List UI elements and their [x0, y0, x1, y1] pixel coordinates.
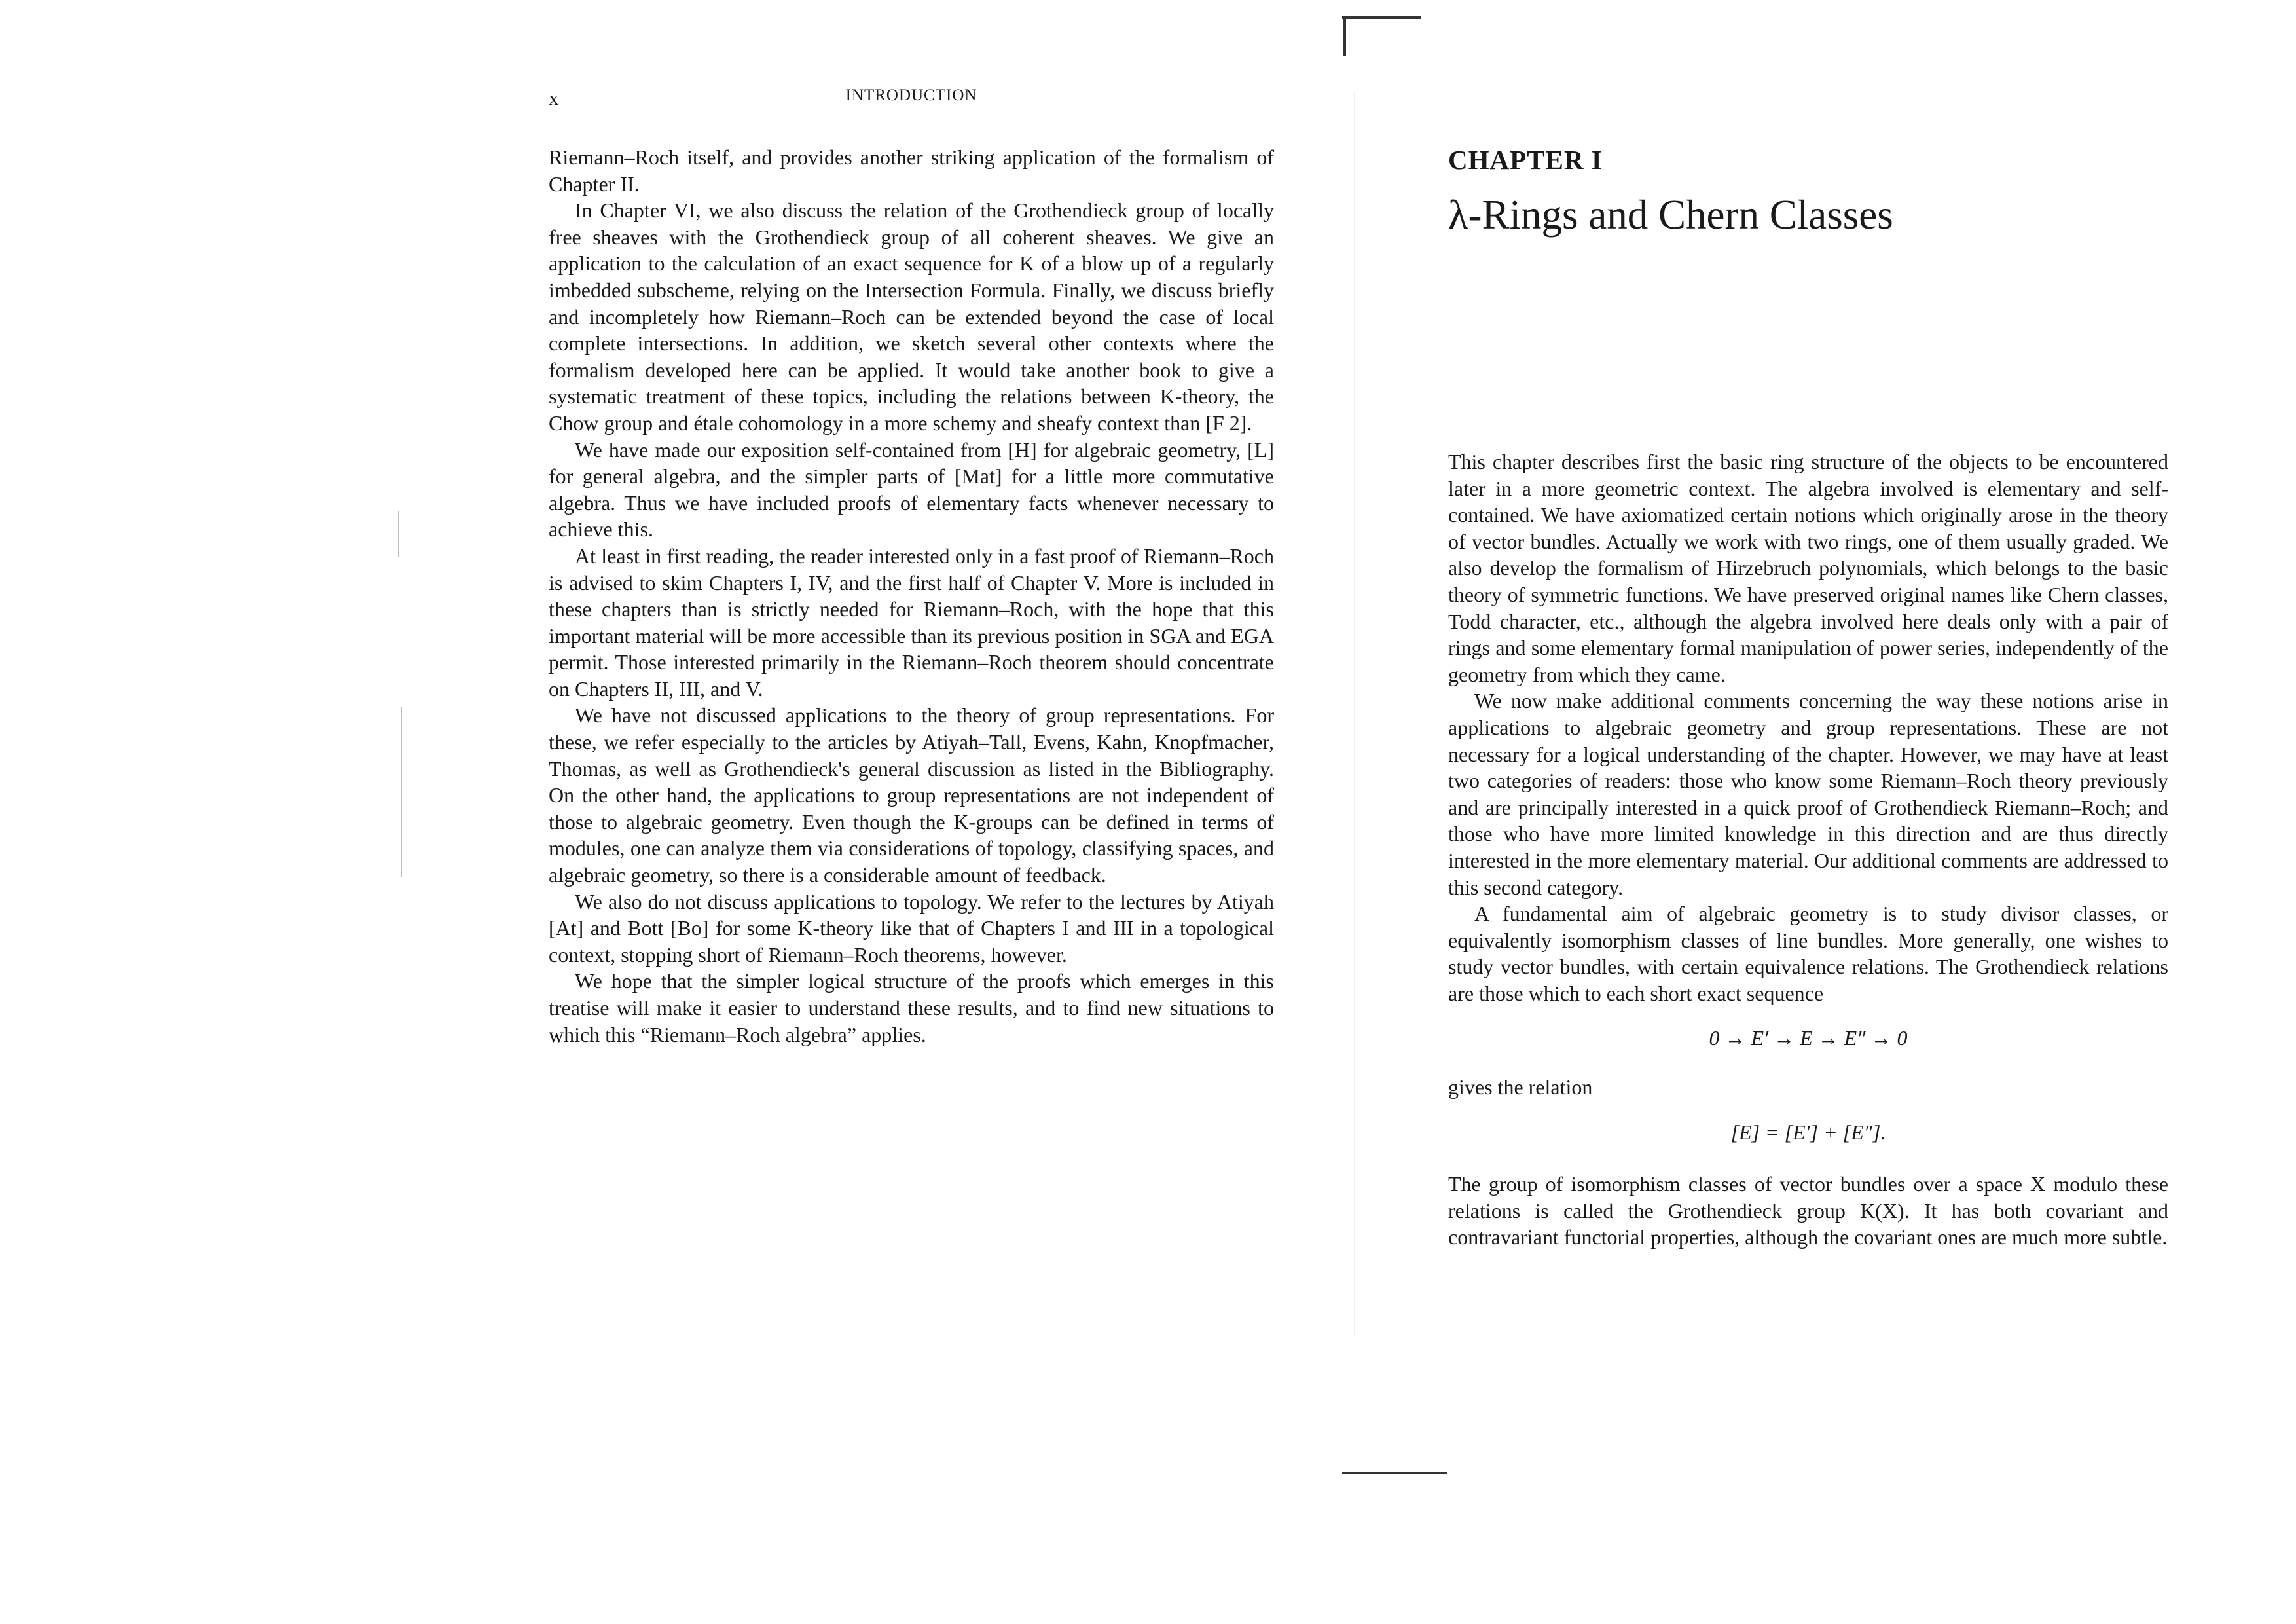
chapter-title: λ-Rings and Chern Classes	[1448, 192, 1893, 238]
paragraph: This chapter describes first the basic ring structure of the objects to be encountered later in a more geometric context. The algebra involved is elementary and self-contained. We have axiomatized certain notions which originally arose in the theory of vector bundles. Actually we work with two rings, one of them usually graded. We also develop the formalism of Hirzebruch polynomials, which belongs to the basic theory of symmetric functions. We have preserved original names like Chern classes, Todd character, etc., although the algebra involved here deals only with a pair of rings and some elementary formal manipulation of power series, independently of the geometry from which they came.	[1448, 450, 2168, 686]
introduction-body	[549, 144, 1274, 1048]
gutter-speck	[1354, 92, 1355, 1336]
paragraph: We also do not discuss applications to topology. We refer to the lectures by Atiyah [At] and Bott [Bo] for some K-theory like that of Chapters I and III in a topological context, stopping short of Riemann–Roch theorems, however.	[549, 889, 1274, 967]
scan-corner-mark	[1342, 16, 1421, 19]
paragraph: We have not discussed applications to the theory of group representations. For these, we refer especially to the articles by Atiyah–Tall, Evens, Kahn, Knopfmacher, Thomas, as well as Grothendieck's general discussion as listed in the Bibliography. On the other hand, the applications to group representations are not independent of those to algebraic geometry. Even though the K-groups can be defined in terms of modules, one can analyze them via considerations of topology, classifying spaces, and algebraic geometry, so there is a considerable amount of feedback.	[549, 703, 1274, 887]
paragraph: We have made our exposition self-contained from [H] for algebraic geometry, [L] for general algebra, and the simpler parts of [Mat] for a little more commutative algebra. Thus we have included proofs of elementary facts whenever necessary to achieve this.	[549, 437, 1274, 542]
scan-corner-mark-vertical	[1343, 16, 1346, 56]
running-head	[549, 79, 1274, 118]
paragraph: In Chapter VI, we also discuss the relation of the Grothendieck group of locally free sheaves with the Grothendieck group of all coherent sheaves. We give an application to the calculation of an exact sequence for K of a blow up of a regularly imbedded subscheme, relying on the Intersection Formula. Finally, we discuss briefly and incompletely how Riemann–Roch can be extended beyond the case of local complete intersections. In addition, we sketch several other contexts where the formalism developed here can be applied. It would take another book to give a systematic treatment of these topics, including the relations between K-theory, the Chow group and étale cohomology in a more schemy and sheafy context than [F 2].	[549, 198, 1274, 435]
paragraph: A fundamental aim of algebraic geometry is to study divisor classes, or equivalently isomorphism classes of line bundles. More generally, one wishes to study vector bundles, with certain equivalence relations. The Grothendieck relations are those which to each short exact sequence	[1448, 902, 2168, 1005]
grothendieck-relation-equation: [E] = [E′] + [E″].	[1730, 1120, 1886, 1145]
paragraph: gives the relation	[1448, 1075, 1593, 1099]
chapter-label: CHAPTER I	[1448, 145, 1603, 175]
exact-sequence-equation: 0 → E′ → E → E″ → 0	[1709, 1026, 1908, 1050]
scan-bottom-rule	[1342, 1472, 1447, 1474]
left-page	[549, 79, 1274, 1048]
page-number: x	[549, 86, 560, 109]
gutter-speck	[398, 511, 399, 557]
paragraph: At least in first reading, the reader interested only in a fast proof of Riemann–Roch is advised to skim Chapters I, IV, and the first half of Chapter V. More is included in these chapters than is strictly needed for Riemann–Roch, with the hope that this important material will be more accessible than its previous position in SGA and EGA permit. Those interested primarily in the Riemann–Roch theorem should concentrate on Chapters II, III, and V.	[549, 544, 1274, 701]
paragraph: We now make additional comments concerning the way these notions arise in applications to algebraic geometry and group representations. These are not necessary for a logical understanding of the chapter. However, we may have at least two categories of readers: those who know some Riemann–Roch theory previously and are principally interested in a quick proof of Grothendieck Riemann–Roch; and those who have more limited knowledge in this direction and are thus directly interested in the more elementary material. Our additional comments are addressed to this second category.	[1448, 689, 2168, 899]
chapter-body	[1448, 449, 2168, 1251]
paragraph: The group of isomorphism classes of vector bundles over a space X modulo these relations is called the Grothendieck group K(X). It has both covariant and contravariant functorial properties, although the covariant ones are much more subtle.	[1448, 1172, 2168, 1249]
gutter-speck	[401, 707, 402, 877]
paragraph: Riemann–Roch itself, and provides another striking application of the formalism of Chapter II.	[549, 145, 1274, 196]
running-title: INTRODUCTION	[845, 86, 977, 104]
paragraph: We hope that the simpler logical structure of the proofs which emerges in this treatise will make it easier to understand these results, and to find new situations to which this “Riemann–Roch algebra” applies.	[549, 969, 1274, 1046]
right-page	[1448, 144, 2168, 1251]
